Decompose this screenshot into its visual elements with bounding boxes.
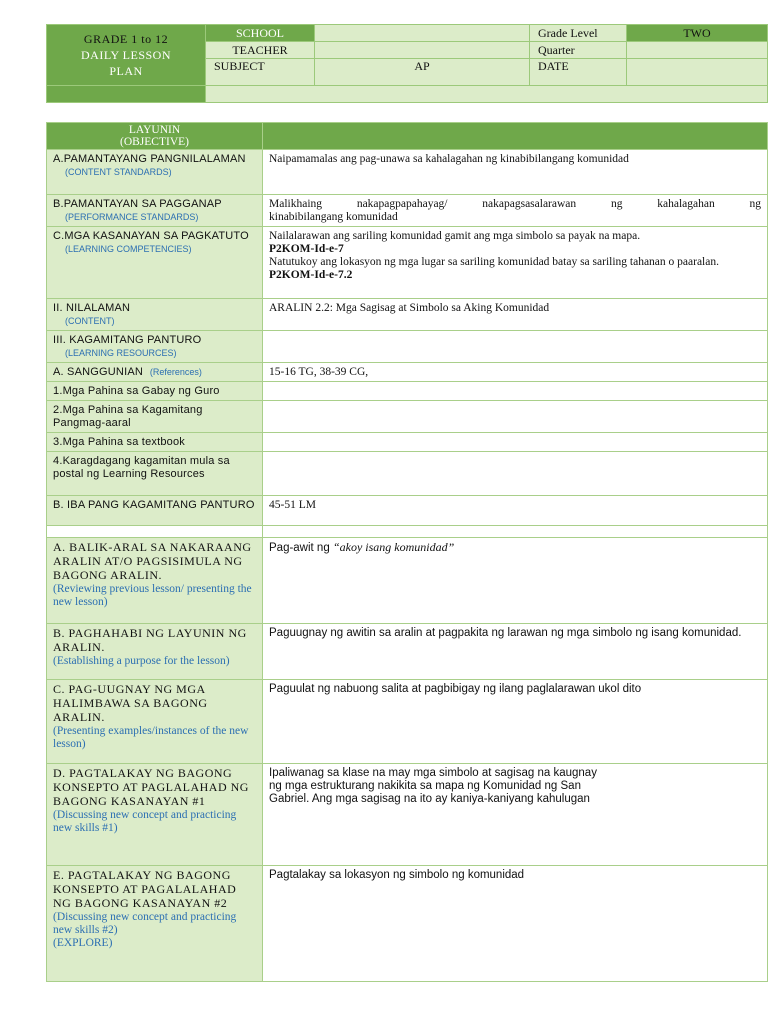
row-label: 1.Mga Pahina sa Gabay ng Guro bbox=[53, 385, 220, 397]
row-label: III. KAGAMITANG PANTURO bbox=[53, 334, 202, 346]
procedure-sublabel: (Discussing new concept and practicing new skills #1) bbox=[53, 809, 237, 834]
row-label: C.MGA KASANAYAN SA PAGKATUTO bbox=[53, 230, 249, 242]
row-label: A. SANGGUNIAN bbox=[53, 366, 144, 378]
procedure-purpose-value[interactable]: Paguugnay ng awitin sa aralin at pagpakita ng larawan ng mga simbolo ng isang komunidad. bbox=[263, 624, 768, 680]
procedure-sublabel: (Presenting examples/instances of the new lesson) bbox=[53, 725, 249, 750]
row-label: II. NILALAMAN bbox=[53, 302, 131, 314]
procedure-sublabel: (Establishing a purpose for the lesson) bbox=[53, 655, 230, 667]
row-label: B.PAMANTAYAN SA PAGGANAP bbox=[53, 198, 222, 210]
subject-label: SUBJECT bbox=[206, 59, 315, 86]
competency-code: P2KOM-Id-e-7.2 bbox=[269, 269, 353, 281]
spacer-row-left bbox=[47, 526, 263, 538]
procedure-label: A. BALIK-ARAL SA NAKARAANG ARALIN AT/O PAGSISIMULA NG BAGONG ARALIN. bbox=[53, 540, 252, 582]
row-references-value[interactable]: 15-16 TG, 38-39 CG, bbox=[263, 363, 768, 382]
row-additional-materials-value[interactable] bbox=[263, 452, 768, 496]
value-line: Malikhaing nakapagpapahayag/ nakapagsasalarawan ng kahalagahan ng bbox=[269, 198, 761, 210]
procedure-sublabel-explore: (EXPLORE) bbox=[53, 937, 113, 949]
row-sublabel: (LEARNING RESOURCES) bbox=[65, 348, 177, 358]
header-footer-right bbox=[206, 86, 768, 103]
procedure-concept2-label bbox=[47, 866, 263, 982]
objective-header bbox=[47, 123, 263, 150]
song-title: “akoy isang komunidad” bbox=[332, 540, 455, 554]
school-value[interactable] bbox=[315, 25, 530, 42]
date-label: DATE bbox=[530, 59, 627, 86]
row-content-standards-label bbox=[47, 150, 263, 195]
row-additional-materials-label bbox=[47, 452, 263, 496]
quarter-label: Quarter bbox=[530, 42, 627, 59]
row-content-value[interactable]: ARALIN 2.2: Mga Sagisag at Simbolo sa Aking Komunidad bbox=[263, 299, 768, 331]
row-textbook-pages-label bbox=[47, 433, 263, 452]
value-line: ng mga estrukturang nakikita sa mapa ng Komunidad ng San bbox=[269, 780, 581, 792]
row-label: 4.Karagdagang kagamitan mula sa postal ng Learning Resources bbox=[53, 455, 230, 480]
procedure-purpose-label bbox=[47, 624, 263, 680]
spacer-row-right bbox=[263, 526, 768, 538]
row-label: 3.Mga Pahina sa textbook bbox=[53, 436, 185, 448]
teacher-label: TEACHER bbox=[206, 42, 315, 59]
value-text: Pag-awit ng bbox=[269, 542, 333, 554]
row-sublabel: (References) bbox=[149, 367, 202, 377]
procedure-review-label bbox=[47, 538, 263, 624]
row-learner-material-pages-label bbox=[47, 401, 263, 433]
row-other-materials-value[interactable]: 45-51 LM bbox=[263, 496, 768, 526]
date-value[interactable] bbox=[627, 59, 768, 86]
title-cell bbox=[47, 25, 206, 86]
row-sublabel: (PERFORMANCE STANDARDS) bbox=[65, 212, 199, 222]
header-table bbox=[46, 24, 768, 103]
title-line3: PLAN bbox=[109, 64, 143, 78]
title-line1: GRADE 1 to 12 bbox=[83, 32, 169, 46]
procedure-concept1-value[interactable] bbox=[263, 764, 768, 866]
procedure-sublabel: (Discussing new concept and practicing new skills #2) bbox=[53, 911, 237, 936]
row-learning-resources-label bbox=[47, 331, 263, 363]
value-line: Gabriel. Ang mga sagisag na ito ay kaniya-kaniyang kahulugan bbox=[269, 793, 590, 805]
grade-value[interactable]: TWO bbox=[627, 25, 768, 42]
competency-code: P2KOM-Id-e-7 bbox=[269, 243, 344, 255]
row-other-materials-label bbox=[47, 496, 263, 526]
value-line: Nailalarawan ang sariling komunidad gamit ang mga simbolo sa payak na mapa. bbox=[269, 230, 641, 242]
grade-label: Grade Level bbox=[530, 25, 627, 42]
row-sublabel: (CONTENT STANDARDS) bbox=[65, 167, 172, 177]
objective-header-right bbox=[263, 123, 768, 150]
row-learning-resources-value[interactable] bbox=[263, 331, 768, 363]
value-line: Natutukoy ang lokasyon ng mga lugar sa sariling komunidad batay sa sariling tahanan o paaralan. bbox=[269, 256, 719, 268]
lesson-plan-table bbox=[46, 122, 768, 982]
procedure-concept1-label bbox=[47, 764, 263, 866]
row-learning-competencies-value[interactable] bbox=[263, 227, 768, 299]
subject-value[interactable]: AP bbox=[315, 59, 530, 86]
row-learning-competencies-label bbox=[47, 227, 263, 299]
school-label: SCHOOL bbox=[206, 25, 315, 42]
procedure-label: E. PAGTALAKAY NG BAGONG KONSEPTO AT PAGALALAHAD NG BAGONG KASANAYAN #2 bbox=[53, 868, 237, 910]
row-textbook-pages-value[interactable] bbox=[263, 433, 768, 452]
objective-subtitle: (OBJECTIVE) bbox=[120, 136, 189, 148]
procedure-examples-value[interactable]: Paguulat ng nabuong salita at pagbibigay ng ilang paglalarawan ukol dito bbox=[263, 680, 768, 764]
row-label: 2.Mga Pahina sa Kagamitang Pangmag-aaral bbox=[53, 404, 203, 429]
row-content-label bbox=[47, 299, 263, 331]
row-performance-standards-label bbox=[47, 195, 263, 227]
row-teacher-guide-pages-value[interactable] bbox=[263, 382, 768, 401]
row-sublabel: (LEARNING COMPETENCIES) bbox=[65, 244, 192, 254]
teacher-value[interactable] bbox=[315, 42, 530, 59]
value-line: kinabibilangang komunidad bbox=[269, 211, 398, 223]
procedure-label: C. PAG-UUGNAY NG MGA HALIMBAWA SA BAGONG ARALIN. bbox=[53, 682, 208, 724]
quarter-value[interactable] bbox=[627, 42, 768, 59]
procedure-review-value[interactable] bbox=[263, 538, 768, 624]
procedure-label: D. PAGTALAKAY NG BAGONG KONSEPTO AT PAGLALAHAD NG BAGONG KASANAYAN #1 bbox=[53, 766, 249, 808]
row-label: A.PAMANTAYANG PANGNILALAMAN bbox=[53, 153, 246, 165]
row-references-label bbox=[47, 363, 263, 382]
row-label: B. IBA PANG KAGAMITANG PANTURO bbox=[53, 499, 255, 511]
value-line: Ipaliwanag sa klase na may mga simbolo at sagisag na kaugnay bbox=[269, 767, 597, 779]
title-line2: DAILY LESSON bbox=[80, 48, 172, 62]
procedure-concept2-value[interactable]: Pagtalakay sa lokasyon ng simbolo ng komunidad bbox=[263, 866, 768, 982]
row-content-standards-value[interactable]: Naipamamalas ang pag-unawa sa kahalagahan ng kinabibilangang komunidad bbox=[263, 150, 768, 195]
row-learner-material-pages-value[interactable] bbox=[263, 401, 768, 433]
row-performance-standards-value[interactable] bbox=[263, 195, 768, 227]
procedure-label: B. PAGHAHABI NG LAYUNIN NG ARALIN. bbox=[53, 626, 247, 654]
procedure-examples-label bbox=[47, 680, 263, 764]
procedure-sublabel: (Reviewing previous lesson/ presenting the new lesson) bbox=[53, 583, 252, 608]
header-footer-left bbox=[47, 86, 206, 103]
objective-title: LAYUNIN bbox=[128, 124, 181, 136]
row-teacher-guide-pages-label bbox=[47, 382, 263, 401]
row-sublabel: (CONTENT) bbox=[65, 316, 115, 326]
